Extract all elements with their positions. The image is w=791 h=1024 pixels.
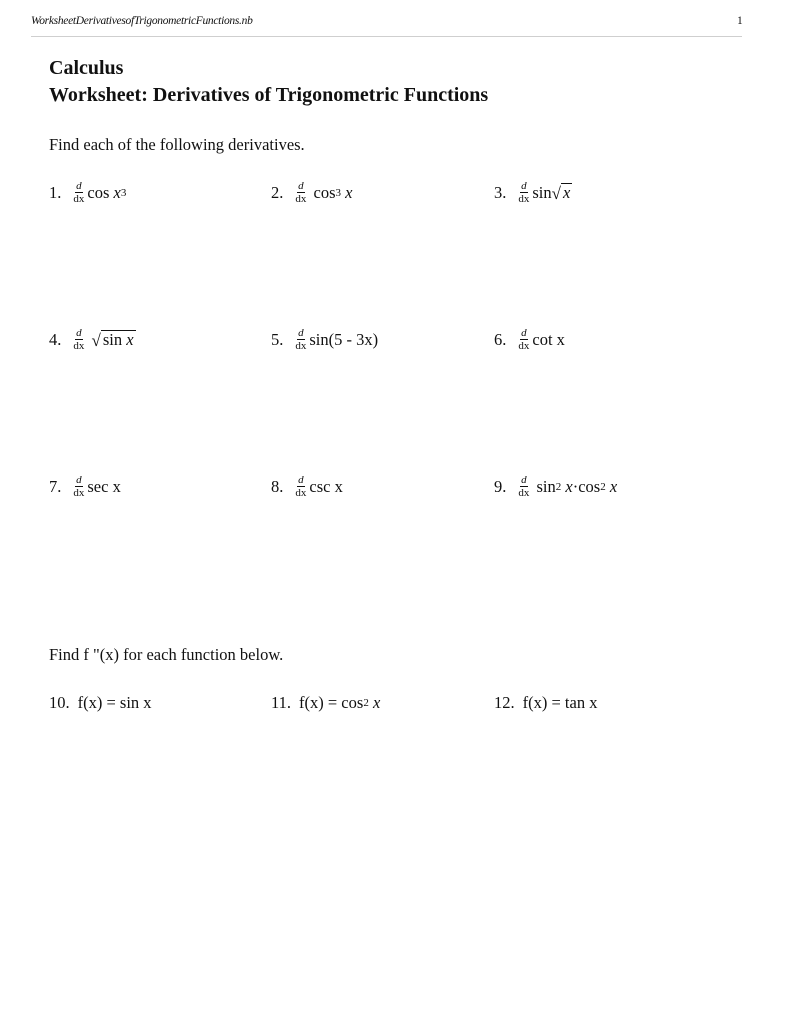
problem-number: 4.	[49, 329, 62, 349]
derivative-operator: $\frac{d}{dx}$	[518, 180, 530, 205]
header-page-number: 1	[737, 15, 743, 27]
derivative-operator: $\frac{d}{dx}$	[73, 327, 85, 352]
problem-5: 5. $\frac{d}{dx}$ sin(5 - 3x)	[271, 327, 379, 352]
problem-number: 8.	[271, 476, 284, 496]
problem-number: 12.	[494, 693, 515, 712]
derivative-operator: $\frac{d}{dx}$	[295, 474, 307, 499]
problem-11: 11. f(x) = cos 2 x	[271, 693, 381, 712]
worksheet-title: Worksheet: Derivatives of Trigonometric Functions	[49, 84, 489, 106]
problem-2: 2. $\frac{d}{dx}$ cos 3 x	[271, 180, 353, 205]
problem-number: 11.	[271, 693, 292, 712]
problem-number: 3.	[494, 182, 507, 202]
course-title: Calculus	[49, 57, 124, 79]
header-filename: WorksheetDerivativesofTrigonometricFunctions.nb	[31, 15, 253, 27]
derivative-operator: $\frac{d}{dx}$	[295, 327, 307, 352]
problem-number: 10.	[49, 693, 70, 712]
problem-8: 8. $\frac{d}{dx}$ csc x	[271, 474, 343, 499]
problem-number: 7.	[49, 476, 62, 496]
problem-number: 1.	[49, 182, 62, 202]
derivative-operator: $\frac{d}{dx}$	[295, 180, 307, 205]
problem-number: 5.	[271, 329, 284, 349]
section2-instruction: Find f "(x) for each function below.	[49, 645, 284, 664]
problem-number: 2.	[271, 182, 284, 202]
problem-6: 6. $\frac{d}{dx}$ cot x	[494, 327, 565, 352]
problem-3: 3. $\frac{d}{dx}$ sin √ x	[494, 180, 571, 205]
problem-12: 12. f(x) = tan x	[494, 693, 598, 712]
square-root: √ x	[551, 183, 571, 203]
square-root: √ sin x	[91, 330, 134, 350]
problem-number: 6.	[494, 329, 507, 349]
header-rule	[31, 36, 742, 37]
problem-4	[49, 328, 136, 351]
problem-number: 9.	[494, 476, 507, 496]
derivative-operator: $\frac{d}{dx}$	[73, 474, 85, 499]
problem-9: 9. $\frac{d}{dx}$ sin 2 x · cos 2 x	[494, 474, 618, 499]
problem-10: 10. f(x) = sin x	[49, 693, 152, 712]
derivative-operator: $\frac{d}{dx}$	[518, 474, 530, 499]
derivative-operator: $\frac{d}{dx}$	[73, 180, 85, 205]
section1-instruction: Find each of the following derivatives.	[49, 135, 305, 154]
problem-7: 7. $\frac{d}{dx}$ sec x	[49, 474, 121, 499]
derivative-operator: $\frac{d}{dx}$	[518, 327, 530, 352]
problem-1: 1. $\frac{d}{dx}$ cos x 3	[49, 180, 127, 205]
